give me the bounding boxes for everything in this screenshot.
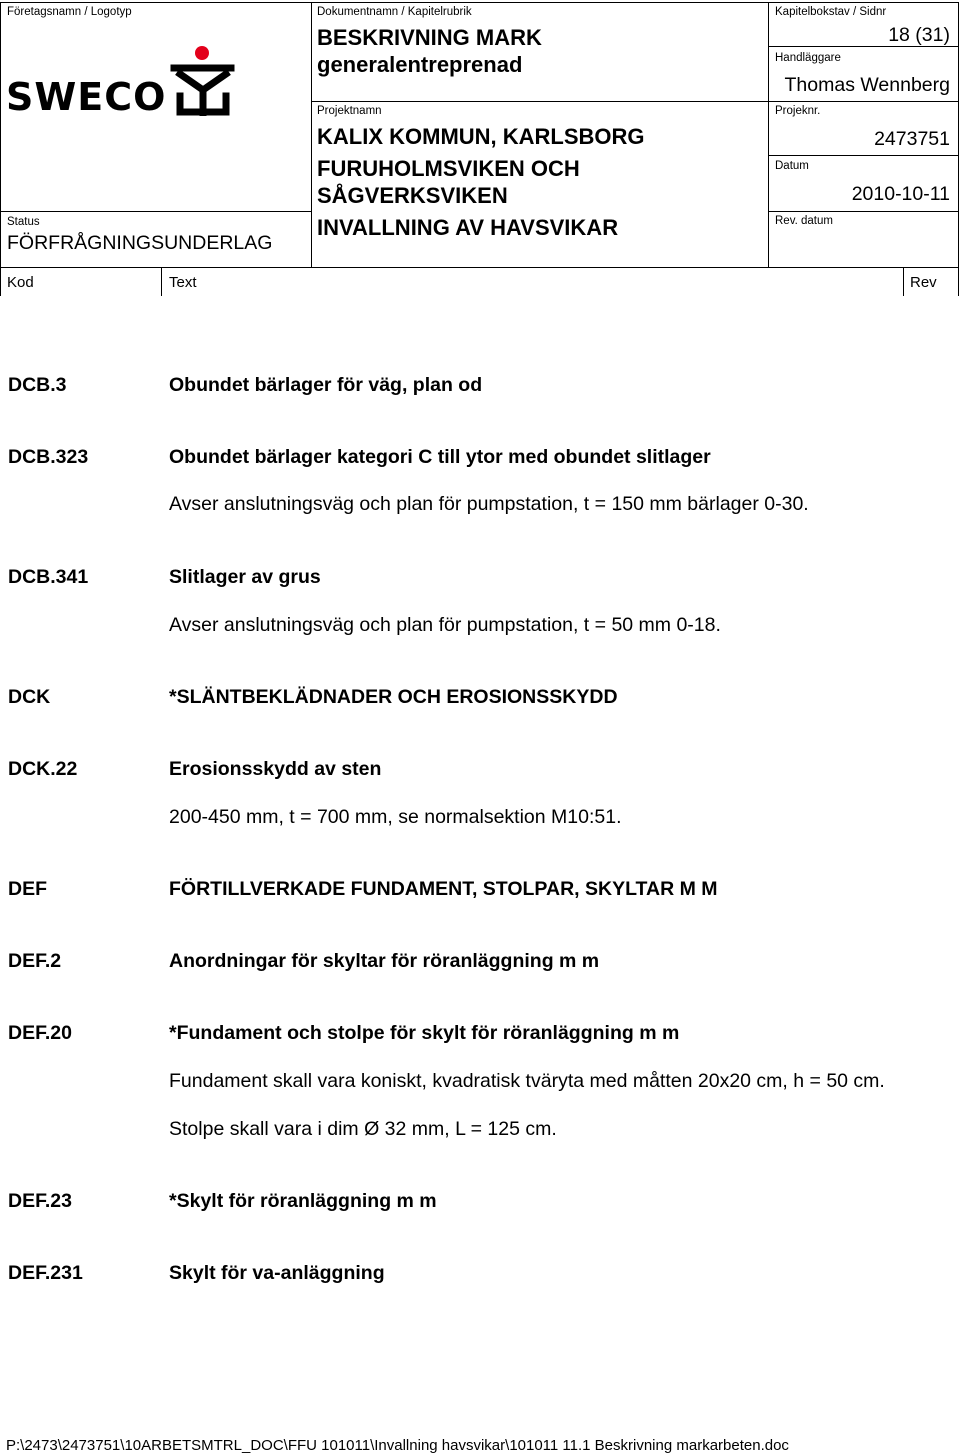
entry-body: 200-450 mm, t = 700 mm, se normalsektion M10:51. <box>169 806 622 828</box>
entry-title: Slitlager av grus <box>169 566 321 588</box>
entry-title: Obundet bärlager kategori C till ytor med obundet slitlager <box>169 446 711 468</box>
project-line3: SÅGVERKSVIKEN <box>317 183 508 208</box>
entry-body: Fundament skall vara koniskt, kvadratisk tväryta med måtten 20x20 cm, h = 50 cm. <box>169 1070 885 1092</box>
column-divider-rev <box>903 267 904 296</box>
handler-name: Thomas Wennberg <box>784 74 950 96</box>
header-hline-revdate <box>768 211 959 212</box>
company-label: Företagsnamn / Logotyp <box>7 6 132 18</box>
entry-code: DCB.3 <box>8 374 67 396</box>
doc-title-line1: BESKRIVNING MARK <box>317 25 542 50</box>
chapter-label: Kapitelbokstav / Sidnr <box>775 6 887 18</box>
entry-title: *Fundament och stolpe för skylt för röranläggning m m <box>169 1022 680 1044</box>
entry-body: Avser anslutningsväg och plan för pumpstation, t = 150 mm bärlager 0-30. <box>169 493 809 515</box>
entry-title: Erosionsskydd av sten <box>169 758 382 780</box>
entry-title: *Skylt för röranläggning m m <box>169 1190 437 1212</box>
status-value: FÖRFRÅGNINGSUNDERLAG <box>7 232 273 254</box>
entry-body-2: Stolpe skall vara i dim Ø 32 mm, L = 125 cm. <box>169 1118 557 1140</box>
header-left-border <box>0 2 1 296</box>
project-line1: KALIX KOMMUN, KARLSBORG <box>317 124 645 149</box>
entry-code: DEF.20 <box>8 1022 72 1044</box>
date-value: 2010-10-11 <box>851 183 950 205</box>
doc-title-line2: generalentreprenad <box>317 52 523 77</box>
header-top-border <box>0 2 958 3</box>
entry-code: DEF.23 <box>8 1190 72 1212</box>
entry-title: FÖRTILLVERKADE FUNDAMENT, STOLPAR, SKYLTAR M M <box>169 878 718 900</box>
entry-code: DEF <box>8 878 47 900</box>
entry-title: *SLÄNTBEKLÄDNADER OCH EROSIONSSKYDD <box>169 686 618 708</box>
entry-title: Obundet bärlager för väg, plan od <box>169 374 483 396</box>
entry-code: DEF.231 <box>8 1262 83 1284</box>
header-hline-project <box>311 101 959 102</box>
header-divider-2 <box>768 2 769 267</box>
column-header-kod: Kod <box>7 274 34 291</box>
handler-label: Handläggare <box>775 52 841 64</box>
svg-text:SWECO: SWECO <box>6 75 167 116</box>
date-label: Datum <box>775 160 809 172</box>
entry-code: DCB.323 <box>8 446 89 468</box>
sweco-logo-mark <box>4 44 244 116</box>
document-header <box>0 0 960 296</box>
column-header-rev: Rev <box>910 274 937 291</box>
header-hline-columns <box>0 267 959 268</box>
projno-label: Projeknr. <box>775 105 821 117</box>
status-label: Status <box>7 216 40 228</box>
header-hline-date <box>768 155 959 156</box>
entry-body: Avser anslutningsväg och plan för pumpstation, t = 50 mm 0-18. <box>169 614 721 636</box>
entry-code: DCK <box>8 686 51 708</box>
entry-title: Skylt för va-anläggning <box>169 1262 385 1284</box>
project-line4: INVALLNING AV HAVSVIKAR <box>317 215 619 240</box>
entry-code: DCB.341 <box>8 566 89 588</box>
entry-title: Anordningar för skyltar för röranläggning m m <box>169 950 600 972</box>
sweco-logo <box>4 44 244 116</box>
page-number: 18 (31) <box>888 24 950 46</box>
header-divider-1 <box>311 2 312 267</box>
column-divider-kod <box>161 267 162 296</box>
revdate-label: Rev. datum <box>775 215 833 227</box>
projno-value: 2473751 <box>874 128 950 150</box>
column-header-text: Text <box>169 274 197 291</box>
project-label: Projektnamn <box>317 105 382 117</box>
entry-code: DEF.2 <box>8 950 62 972</box>
entry-code: DCK.22 <box>8 758 78 780</box>
project-line2: FURUHOLMSVIKEN OCH <box>317 156 580 181</box>
file-path-footer: P:\2473\2473751\10ARBETSMTRL_DOC\FFU 101011\Invallning havsvikar\101011 11.1 Beskrivning markarbeten.doc <box>6 1437 789 1454</box>
header-hline-status <box>0 211 311 212</box>
doc-label: Dokumentnamn / Kapitelrubrik <box>317 6 472 18</box>
